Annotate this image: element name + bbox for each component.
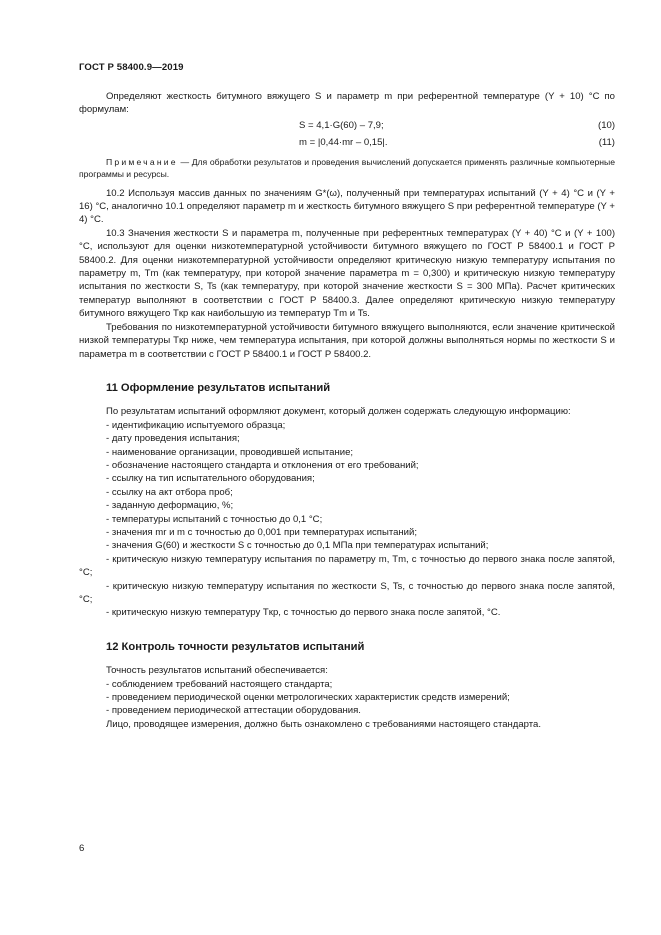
list-item: - заданную деформацию, %; <box>106 500 234 512</box>
page-number: 6 <box>79 843 85 854</box>
list-item: - соблюдением требований настоящего стандарта; <box>106 678 333 690</box>
list-item: - критическую низкую температуру испытания по параметру m, Tm, с точностью до первого знака после запятой, °С; <box>79 553 615 579</box>
list-item: - проведением периодической оценки метрологических характеристик средств измерений; <box>106 692 510 704</box>
section-11-title: 11 Оформление результатов испытаний <box>106 381 331 394</box>
list-item: - критическую низкую температуру испытания по жесткости S, Ts, с точностью до первого знака после запятой, °С; <box>79 580 615 605</box>
formula-expression: S = 4,1·G(60) – 7,9; <box>299 119 384 131</box>
list-item: - наименование организации, проводившей испытание; <box>106 446 354 458</box>
note-text: — Для обработки результатов и проведения вычислений допускается применять различные компьютерные программы и ресурсы. <box>79 156 615 180</box>
section-11-intro: По результатам испытаний оформляют документ, который должен содержать следующую информацию: <box>106 406 571 418</box>
note <box>79 156 615 181</box>
list-item: - значения mr и m с точностью до 0,001 при температурах испытаний; <box>106 526 418 538</box>
list-item: - проведением периодической аттестации оборудования. <box>106 705 361 717</box>
standard-header: ГОСТ Р 58400.9—2019 <box>79 62 184 73</box>
section-12-list <box>79 678 615 718</box>
paragraph-requirements: Требования по низкотемпературной устойчивости битумного вяжущего выполняются, если значение критической низкой температуры Tкр ниже, чем температура испытания, при которой должны выполняться нормы по жесткости S и параметра m в соответствии с ГОСТ Р 58400.1 и ГОСТ Р 58400.2. <box>79 321 615 360</box>
paragraph-10-3: 10.3 Значения жесткости S и параметра m, полученные при референтных температурах (Y + 40) °С и (Y + 100) °С, используют для оценки низкотемпературной устойчивости битумного вяжущего по ГОСТ Р 58400.1 и ГОСТ Р 58400.2. Для оценки низкотемпературной устойчивости определяют критическую низкую температуру испытания по параметру m, Tm (как температуру, при которой значение параметра m = 0,300) и критическую низкую температуру испытания по жесткости S, Ts (как температуру, при которой значение жесткости S = 300 МПа). Расчет критических температур выполняют в соответствии с ГОСТ Р 58400.3. Далее определяют критическую низкую температуру битумного вяжущего Tкр как наибольшую из температур Tm и Ts. <box>79 227 615 320</box>
formula-11 <box>79 134 615 151</box>
list-item: - критическую низкую температуру Tкр, с точностью до первого знака после запятой, °С. <box>106 607 501 619</box>
section-12-intro: Точность результатов испытаний обеспечивается: <box>106 665 328 677</box>
list-item: - значения G(60) и жесткости S с точностью до 0,1 МПа при температурах испытаний; <box>106 540 489 552</box>
list-item: - идентификацию испытуемого образца; <box>106 419 286 431</box>
paragraph-10-2: 10.2 Используя массив данных по значениям G*(ω), полученный при температурах испытаний (Y + 4) °С и (Y + 16) °С, аналогично 10.1 определяют параметр m и жесткость битумного вяжущего S при референтной температуре (Y + 4) °С. <box>79 187 615 226</box>
list-item: - ссылку на тип испытательного оборудования; <box>106 473 315 485</box>
section-12-title: 12 Контроль точности результатов испытаний <box>106 640 365 653</box>
section-12-final: Лицо, проводящее измерения, должно быть ознакомлено с требованиями настоящего стандарта. <box>106 718 541 730</box>
intro-paragraph: Определяют жесткость битумного вяжущего S и параметр m при референтной температуре (Y + 10) °С по формулам: <box>79 91 615 116</box>
list-item: - обозначение настоящего стандарта и отклонения от его требований; <box>106 459 419 471</box>
formula-expression: m = |0,44·mr – 0,15|. <box>299 136 388 148</box>
page-content <box>79 90 615 731</box>
formula-number: (11) <box>598 136 615 148</box>
list-item: - температуры испытаний с точностью до 0,1 °С; <box>106 513 323 525</box>
section-11-list <box>79 419 615 620</box>
list-item: - ссылку на акт отбора проб; <box>106 486 233 498</box>
formula-10 <box>79 117 615 134</box>
list-item: - дату проведения испытания; <box>106 433 240 445</box>
note-label: Примечание <box>106 156 178 167</box>
formula-number: (10) <box>598 119 615 131</box>
